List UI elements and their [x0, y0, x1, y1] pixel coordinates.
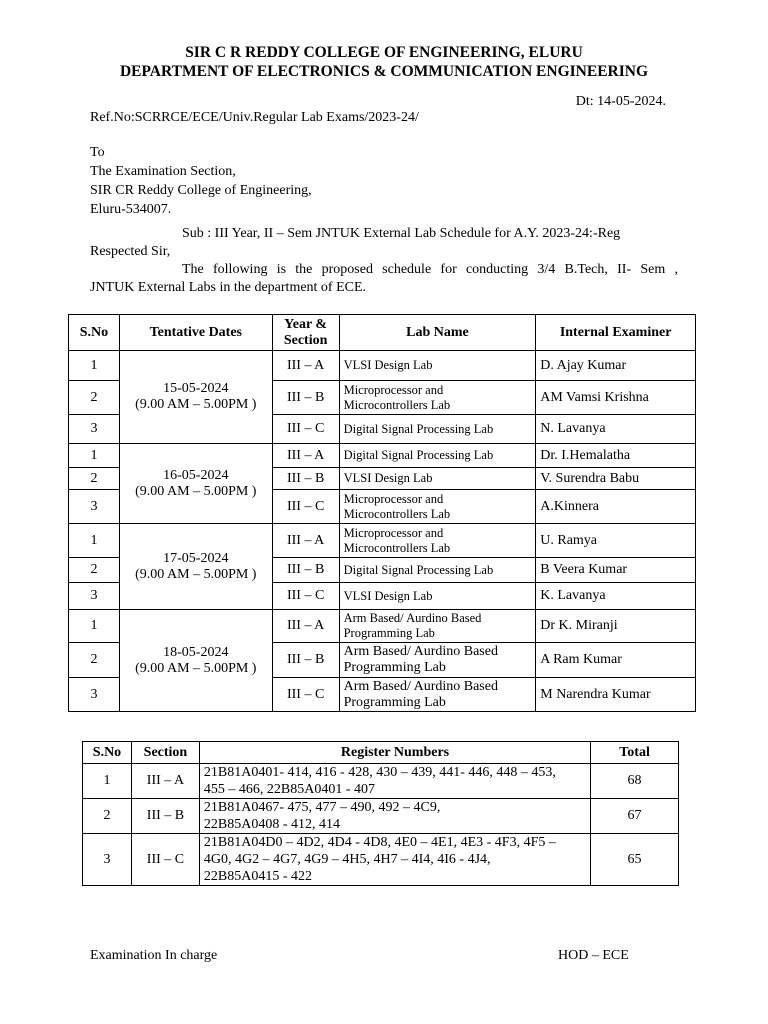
- row-section: III – A: [131, 764, 199, 799]
- row-total: 65: [591, 834, 679, 886]
- exam-time: (9.00 AM – 5.00PM ): [135, 566, 257, 582]
- exam-incharge-signature: Examination In charge: [90, 948, 218, 963]
- lab-name-line: Arm Based/ Aurdino Based: [343, 644, 498, 659]
- register-numbers-line: 21B81A0401- 414, 416 - 428, 430 – 439, 441- 446, 448 – 453,: [203, 765, 556, 780]
- header-sno: S.No: [83, 742, 132, 764]
- row-lab-name: [339, 583, 536, 610]
- college-name: SIR C R REDDY COLLEGE OF ENGINEERING, ELURU: [185, 44, 583, 61]
- lab-name-line: Digital Signal Processing Lab: [343, 562, 494, 577]
- lab-name-line: Arm Based/ Aurdino Based: [343, 678, 498, 694]
- tentative-date-cell: [119, 524, 272, 610]
- row-lab-name: [339, 678, 536, 712]
- header-total: Total: [591, 742, 679, 764]
- row-sno: 3: [69, 490, 120, 524]
- row-lab-name: [339, 415, 536, 444]
- row-sno: 1: [69, 524, 120, 558]
- address-line: Eluru-534007.: [90, 202, 172, 217]
- register-numbers-line: 22B85A0415 - 422: [203, 869, 313, 884]
- schedule-row: [69, 610, 696, 643]
- row-examiner: AM Vamsi Krishna: [536, 381, 696, 415]
- exam-date: 17-05-2024: [163, 550, 229, 566]
- row-section: III – C: [272, 678, 339, 712]
- row-sno: 3: [69, 583, 120, 610]
- lab-name-line: Programming Lab: [343, 626, 435, 640]
- lab-name-line: VLSI Design Lab: [343, 588, 433, 603]
- lab-name-line: Programming Lab: [343, 694, 446, 710]
- lab-name-line: VLSI Design Lab: [343, 471, 433, 485]
- row-sno: 1: [69, 444, 120, 468]
- row-sno: 2: [69, 643, 120, 678]
- schedule-row: [69, 351, 696, 381]
- exam-time: (9.00 AM – 5.00PM ): [135, 397, 257, 412]
- row-examiner: U. Ramya: [536, 524, 696, 558]
- row-lab-name: [339, 643, 536, 678]
- lab-name-line: VLSI Design Lab: [343, 358, 433, 372]
- register-numbers-line: 21B81A0467- 475, 477 – 490, 492 – 4C9,: [203, 800, 441, 815]
- register-numbers-line: 4G0, 4G2 – 4G7, 4G9 – 4H5, 4H7 – 4I4, 4I6 - 4J4,: [203, 852, 491, 867]
- row-sno: 1: [83, 764, 132, 799]
- row-sno: 1: [69, 351, 120, 381]
- schedule-row: [69, 444, 696, 468]
- row-examiner: Dr K. Miranji: [536, 610, 696, 643]
- row-sno: 3: [69, 415, 120, 444]
- address-line: To: [90, 145, 105, 160]
- tentative-date-cell: [119, 610, 272, 712]
- row-lab-name: [339, 490, 536, 524]
- header-section: Section: [283, 332, 328, 348]
- schedule-header-row: [69, 315, 696, 351]
- register-row: [83, 764, 679, 799]
- register-numbers-cell: [199, 764, 590, 799]
- register-header-row: [83, 742, 679, 764]
- row-section: III – A: [272, 524, 339, 558]
- row-sno: 3: [83, 834, 132, 886]
- exam-time: (9.00 AM – 5.00PM ): [135, 483, 257, 499]
- row-lab-name: [339, 444, 536, 468]
- row-section: III – A: [272, 610, 339, 643]
- exam-date: 18-05-2024: [163, 644, 229, 660]
- tentative-date-cell: [119, 351, 272, 444]
- register-numbers-line: 22B85A0408 - 412, 414: [203, 817, 341, 832]
- row-section: III – B: [131, 799, 199, 834]
- row-examiner: Dr. I.Hemalatha: [536, 444, 696, 468]
- register-row: [83, 799, 679, 834]
- row-sno: 2: [83, 799, 132, 834]
- row-sno: 2: [69, 381, 120, 415]
- body-line-1: The following is the proposed schedule for conducting 3/4 B.Tech, II- Sem ,: [182, 262, 678, 277]
- row-total: 67: [591, 799, 679, 834]
- header-year: Year &: [284, 316, 328, 332]
- address-line: The Examination Section,: [90, 164, 236, 179]
- letter-date: Dt: 14-05-2024.: [575, 94, 666, 109]
- row-examiner: D. Ajay Kumar: [536, 351, 696, 381]
- lab-name-line: Arm Based/ Aurdino Based: [343, 611, 482, 625]
- lab-schedule-table: [68, 314, 696, 712]
- reference-number: Ref.No:SCRRCE/ECE/Univ.Regular Lab Exams/2023-24/: [90, 110, 419, 125]
- header-section: Section: [131, 742, 199, 764]
- row-lab-name: [339, 381, 536, 415]
- row-sno: 2: [69, 468, 120, 490]
- tentative-date-cell: [119, 444, 272, 524]
- register-numbers-line: 455 – 466, 22B85A0401 - 407: [203, 782, 376, 797]
- header-examiner: Internal Examiner: [536, 315, 696, 351]
- row-lab-name: [339, 468, 536, 490]
- row-section: III – C: [131, 834, 199, 886]
- row-lab-name: [339, 558, 536, 583]
- row-examiner: K. Lavanya: [536, 583, 696, 610]
- lab-name-line: Digital Signal Processing Lab: [343, 448, 494, 462]
- row-lab-name: [339, 524, 536, 558]
- header-lab-name: Lab Name: [339, 315, 536, 351]
- row-sno: 2: [69, 558, 120, 583]
- lab-name-line: Digital Signal Processing Lab: [343, 421, 494, 436]
- row-lab-name: [339, 610, 536, 643]
- lab-name-line: Microprocessor and: [343, 382, 444, 397]
- row-section: III – B: [272, 468, 339, 490]
- row-section: III – B: [272, 381, 339, 415]
- lab-name-line: Programming Lab: [343, 660, 446, 675]
- register-numbers-cell: [199, 799, 590, 834]
- row-examiner: N. Lavanya: [536, 415, 696, 444]
- body-line-2: JNTUK External Labs in the department of ECE.: [90, 280, 367, 295]
- lab-name-line: Microcontrollers Lab: [343, 540, 451, 555]
- row-examiner: B Veera Kumar: [536, 558, 696, 583]
- row-section: III – B: [272, 558, 339, 583]
- row-section: III – A: [272, 444, 339, 468]
- lab-name-line: Microprocessor and: [343, 525, 444, 540]
- row-section: III – A: [272, 351, 339, 381]
- address-line: SIR CR Reddy College of Engineering,: [90, 183, 312, 198]
- exam-date: 15-05-2024: [163, 381, 229, 396]
- row-examiner: M Narendra Kumar: [536, 678, 696, 712]
- register-numbers-cell: [199, 834, 590, 886]
- register-numbers-line: 21B81A04D0 – 4D2, 4D4 - 4D8, 4E0 – 4E1, 4E3 - 4F3, 4F5 –: [203, 835, 556, 850]
- header-register-numbers: Register Numbers: [199, 742, 590, 764]
- recipient-address: [90, 143, 312, 219]
- register-numbers-table: [82, 741, 679, 886]
- row-total: 68: [591, 764, 679, 799]
- hod-signature: HOD – ECE: [558, 948, 629, 963]
- row-lab-name: [339, 351, 536, 381]
- row-sno: 3: [69, 678, 120, 712]
- row-sno: 1: [69, 610, 120, 643]
- row-examiner: A Ram Kumar: [536, 643, 696, 678]
- row-section: III – C: [272, 490, 339, 524]
- exam-time: (9.00 AM – 5.00PM ): [135, 660, 257, 676]
- department-name: DEPARTMENT OF ELECTRONICS & COMMUNICATION ENGINEERING: [119, 63, 649, 80]
- row-examiner: A.Kinnera: [536, 490, 696, 524]
- row-examiner: V. Surendra Babu: [536, 468, 696, 490]
- header-year-section: [272, 315, 339, 351]
- register-row: [83, 834, 679, 886]
- salutation: Respected Sir,: [90, 244, 171, 259]
- lab-name-line: Microprocessor and: [343, 491, 444, 506]
- row-section: III – C: [272, 415, 339, 444]
- row-section: III – C: [272, 583, 339, 610]
- lab-name-line: Microcontrollers Lab: [343, 397, 451, 412]
- header-sno: S.No: [69, 315, 120, 351]
- subject-line: Sub : III Year, II – Sem JNTUK External Lab Schedule for A.Y. 2023-24:-Reg: [182, 226, 621, 241]
- exam-date: 16-05-2024: [163, 467, 229, 483]
- schedule-row: [69, 524, 696, 558]
- lab-name-line: Microcontrollers Lab: [343, 506, 451, 521]
- header-dates: Tentative Dates: [119, 315, 272, 351]
- row-section: III – B: [272, 643, 339, 678]
